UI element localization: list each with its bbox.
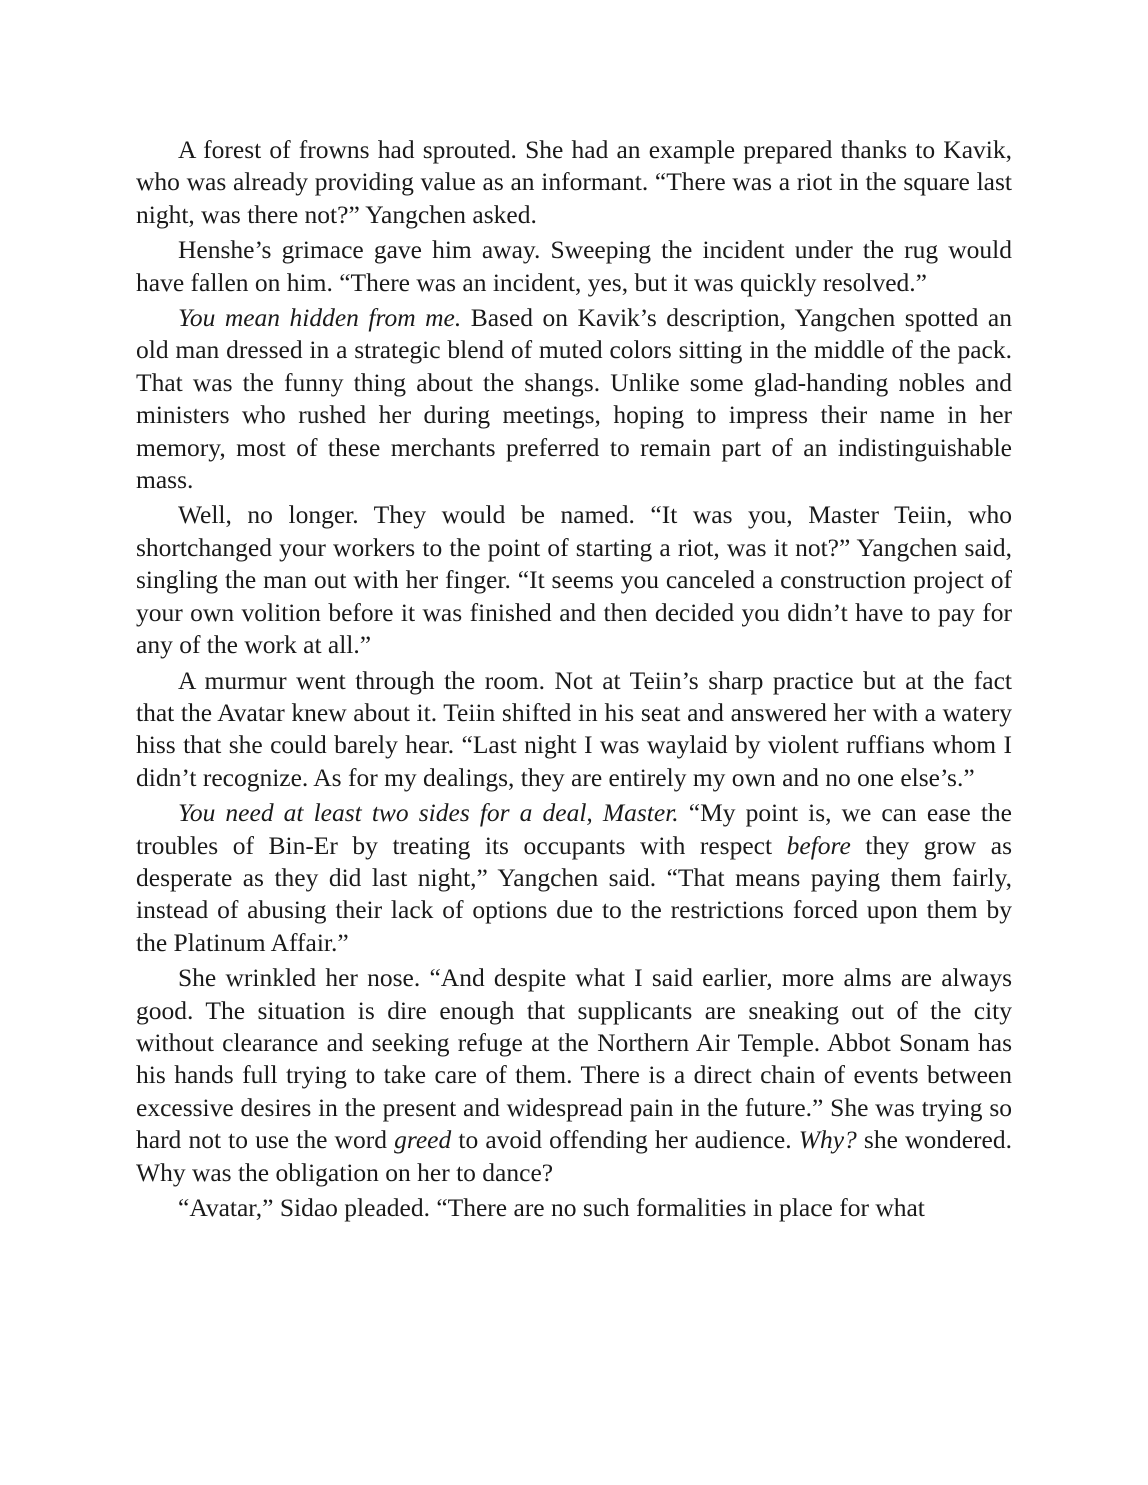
paragraph — [136, 962, 1012, 1189]
paragraph-text: Henshe’s grimace gave him away. Sweeping the incident under the rug would have fallen on him. “There was an incident, yes, but it was quickly resolved.” — [136, 235, 1012, 297]
paragraph — [136, 797, 1012, 959]
paragraph — [136, 134, 1012, 231]
italic-thought: You need at least two sides for a deal, Master. — [178, 798, 679, 828]
paragraph-text: Well, no longer. They would be named. “It was you, Master Teiin, who shortchanged your workers to the point of starting a riot, was it not?” Yangchen said, singling the man out with her finger. “It seems you canceled a construction project of your own volition before it was finished and then decided you didn’t have to pay for any of the work at all.” — [136, 500, 1012, 660]
paragraph-text: “Avatar,” Sidao pleaded. “There are no such formalities in place for what — [178, 1193, 925, 1222]
italic-emphasis: before — [786, 830, 851, 860]
paragraph-text: Based on Kavik’s description, Yangchen spotted an old man dressed in a strategic blend of muted colors sitting in the middle of the pack. That was the funny thing about the shangs. Unlike some glad-handing nobles and ministers who rushed her during meetings, hoping to impress their name in her memory, most of these merchants preferred to remain part of an indistinguishable mass. — [136, 303, 1012, 495]
paragraph — [136, 302, 1012, 496]
italic-emphasis: Why? — [798, 1125, 857, 1155]
book-page — [136, 134, 1012, 1227]
paragraph — [136, 1192, 1012, 1224]
paragraph-text: to avoid offending her audience. — [451, 1125, 799, 1155]
italic-emphasis: greed — [394, 1125, 452, 1155]
paragraph-text: A murmur went through the room. Not at Teiin’s sharp practice but at the fact that the Avatar knew about it. Teiin shifted in his seat and answered her with a watery hiss that she could barely hear. “Last night I was waylaid by violent ruffians whom I didn’t recognize. As for my dealings, they are entirely my own and no one else’s.” — [136, 665, 1012, 792]
paragraph-text: She wrinkled her nose. “And despite what I said earlier, more alms are always good. The situation is dire enough that supplicants are sneaking out of the city without clearance and seeking refuge at the Northern Air Temple. Abbot Sonam has his hands full trying to take care of them. There is a direct chain of events between excessive desires in the present and widespread pain in the future.” She was trying so hard not to use the word — [136, 963, 1012, 1155]
paragraph — [136, 234, 1012, 299]
paragraph-text: they grow as desperate as they did last night,” Yangchen said. “That means paying them fairly, instead of abusing their lack of options due to the restrictions forced upon them by the Platinum Affair.” — [136, 830, 1012, 957]
paragraph — [136, 665, 1012, 795]
italic-thought: You mean hidden from me. — [178, 303, 462, 333]
paragraph-text: A forest of frowns had sprouted. She had an example prepared thanks to Kavik, who was already providing value as an informant. “There was a riot in the square last night, was there not?” Yangchen asked. — [136, 135, 1012, 229]
paragraph — [136, 499, 1012, 661]
paragraph-text: “My point is, we can ease the troubles of Bin-Er by treating its occupants with respect — [136, 798, 1012, 860]
paragraph-text: she wondered. Why was the obligation on her to dance? — [136, 1125, 1012, 1187]
